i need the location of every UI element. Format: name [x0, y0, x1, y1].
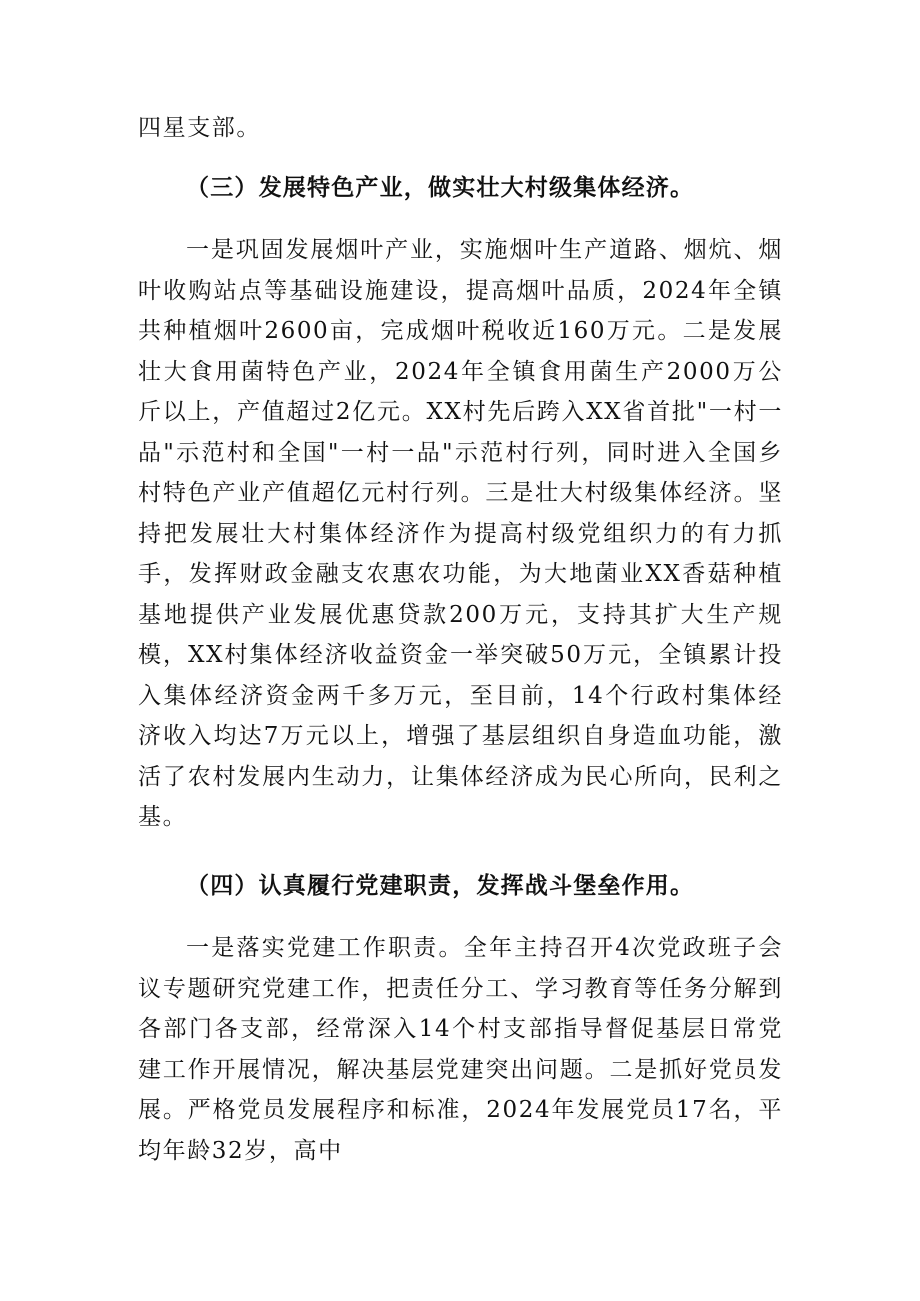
section-heading-3: （三）发展特色产业，做实壮大村级集体经济。 — [186, 175, 695, 201]
section-heading-4: （四）认真履行党建职责，发挥战斗堡垒作用。 — [186, 873, 695, 899]
section-3-body-paragraph: 一是巩固发展烟叶产业，实施烟叶生产道路、烟炕、烟叶收购站点等基础设施建设，提高烟叶品质，2024年全镇共种植烟叶2600亩，完成烟叶税收近160万元。二是发展壮大食用菌特色产业，2024年全镇食用菌生产2000万公斤以上，产值超过2亿元。XX村先后跨入XX省首批"一村一品"示范村和全国"一村一品"示范村行列，同时进入全国乡村特色产业产值超亿元村行列。三是壮大村级集体经济。坚持把发展壮大村集体经济作为提高村级党组织力的有力抓手，发挥财政金融支农惠农功能，为大地菌业XX香菇种植基地提供产业发展优惠贷款200万元，支持其扩大生产规模，XX村集体经济收益资金一举突破50万元，全镇累计投入集体经济资金两千多万元，至目前，14个行政村集体经济收入均达7万元以上，增强了基层组织自身造血功能，激活了农村发展内生动力，让集体经济成为民心所向，民利之基。 — [138, 237, 783, 830]
section-4-body-paragraph: 一是落实党建工作职责。全年主持召开4次党政班子会议专题研究党建工作，把责任分工、学习教育等任务分解到各部门各支部，经常深入14个村支部指导督促基层日常党建工作开展情况，解决基层党建突出问题。二是抓好党员发展。严格党员发展程序和标准，2024年发展党员17名，平均年龄32岁，高中 — [138, 935, 783, 1164]
paragraph-continuation: 四星支部。 — [138, 115, 261, 141]
